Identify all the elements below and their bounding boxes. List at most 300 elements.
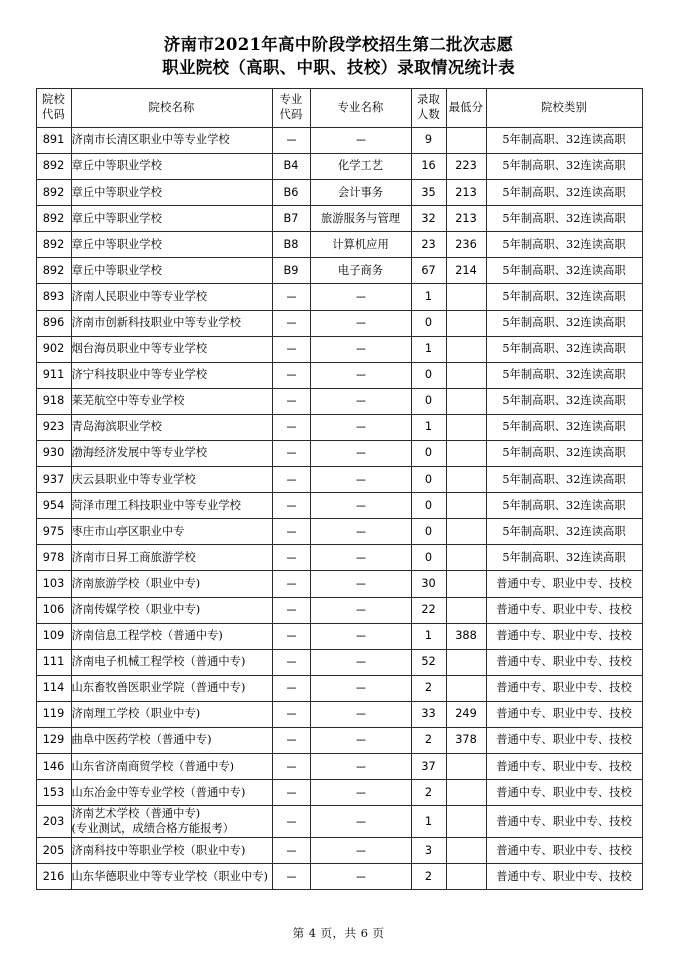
header-major-code <box>272 88 310 127</box>
table-row <box>36 336 642 362</box>
cell-min-score <box>446 545 486 571</box>
cell-school-code: 892 <box>36 153 71 179</box>
cell-enrolled-count: 0 <box>411 310 446 336</box>
cell-school-category: 5年制高职、32连读高职 <box>486 232 642 258</box>
cell-school-category: 5年制高职、32连读高职 <box>486 440 642 466</box>
header-school-name: 院校名称 <box>71 88 272 127</box>
table-row <box>36 127 642 153</box>
empty-value-dash: --- <box>356 576 365 590</box>
table-row <box>36 493 642 519</box>
header-enrolled-l1: 录取 <box>417 93 440 107</box>
cell-min-score: 223 <box>446 153 486 179</box>
header-row <box>36 88 642 127</box>
empty-value-dash: --- <box>356 342 365 356</box>
cell-school-code: 109 <box>36 623 71 649</box>
cell-enrolled-count: 0 <box>411 519 446 545</box>
cell-school-name <box>71 806 272 838</box>
cell-enrolled-count: 67 <box>411 258 446 284</box>
cell-school-code: 891 <box>36 127 71 153</box>
cell-school-category: 5年制高职、32连读高职 <box>486 336 642 362</box>
empty-value-dash: --- <box>286 524 296 538</box>
cell-major-code <box>272 310 310 336</box>
cell-major-name <box>310 838 411 864</box>
cell-min-score: 388 <box>446 623 486 649</box>
header-school-code-l1: 院校 <box>42 93 65 107</box>
cell-school-code: 896 <box>36 310 71 336</box>
title-line-2: 职业院校（高职、中职、技校）录取情况统计表 <box>162 58 515 78</box>
empty-value-dash: --- <box>286 315 296 329</box>
empty-value-dash: --- <box>356 843 365 857</box>
admission-results-table <box>36 88 643 891</box>
cell-min-score <box>446 754 486 780</box>
cell-min-score <box>446 780 486 806</box>
cell-major-code <box>272 388 310 414</box>
cell-enrolled-count: 2 <box>411 675 446 701</box>
cell-school-category: 5年制高职、32连读高职 <box>486 519 642 545</box>
table-row <box>36 806 642 838</box>
cell-school-code: 119 <box>36 701 71 727</box>
cell-major-code: B4 <box>272 153 310 179</box>
table-row <box>36 519 642 545</box>
cell-min-score <box>446 864 486 890</box>
school-name-line-1: 济南艺术学校（普通中专) <box>71 807 201 821</box>
cell-school-category: 普通中专、职业中专、技校 <box>486 780 642 806</box>
empty-value-dash: --- <box>356 550 365 564</box>
cell-major-code: B8 <box>272 232 310 258</box>
cell-min-score <box>446 336 486 362</box>
empty-value-dash: --- <box>286 498 296 512</box>
empty-value-dash: --- <box>286 869 296 883</box>
table-row <box>36 780 642 806</box>
table-row <box>36 258 642 284</box>
cell-min-score <box>446 127 486 153</box>
cell-school-category: 5年制高职、32连读高职 <box>486 388 642 414</box>
cell-min-score <box>446 519 486 545</box>
cell-major-code <box>272 728 310 754</box>
table-row <box>36 838 642 864</box>
cell-major-code: B7 <box>272 206 310 232</box>
cell-enrolled-count: 0 <box>411 362 446 388</box>
cell-major-code: B6 <box>272 180 310 206</box>
header-enrolled-l2: 人数 <box>417 107 440 121</box>
cell-school-code: 203 <box>36 806 71 838</box>
cell-min-score: 249 <box>446 701 486 727</box>
cell-school-category: 普通中专、职业中专、技校 <box>486 597 642 623</box>
cell-major-code <box>272 838 310 864</box>
header-enrolled-count <box>411 88 446 127</box>
cell-school-category: 普通中专、职业中专、技校 <box>486 675 642 701</box>
cell-major-code <box>272 754 310 780</box>
cell-school-name: 济南人民职业中等专业学校 <box>71 284 272 310</box>
table-row <box>36 153 642 179</box>
cell-min-score <box>446 310 486 336</box>
cell-school-category: 普通中专、职业中专、技校 <box>486 728 642 754</box>
empty-value-dash: --- <box>356 707 365 721</box>
header-major-name: 专业名称 <box>310 88 411 127</box>
cell-school-code: 114 <box>36 675 71 701</box>
empty-value-dash: --- <box>356 315 365 329</box>
cell-major-name: 计算机应用 <box>310 232 411 258</box>
cell-school-name: 渤海经济发展中等专业学校 <box>71 440 272 466</box>
page-footer: 第 4 页，共 6 页 <box>292 926 385 940</box>
empty-value-dash: --- <box>356 420 365 434</box>
table-row <box>36 571 642 597</box>
cell-school-category: 5年制高职、32连读高职 <box>486 467 642 493</box>
cell-school-category: 普通中专、职业中专、技校 <box>486 864 642 890</box>
empty-value-dash: --- <box>356 785 365 799</box>
cell-school-name: 济南理工学校（职业中专) <box>71 701 272 727</box>
cell-school-category: 5年制高职、32连读高职 <box>486 127 642 153</box>
empty-value-dash: --- <box>286 550 296 564</box>
cell-school-code: 954 <box>36 493 71 519</box>
cell-school-name: 莱芜航空中等专业学校 <box>71 388 272 414</box>
cell-major-name <box>310 649 411 675</box>
cell-major-name <box>310 864 411 890</box>
cell-min-score: 378 <box>446 728 486 754</box>
cell-enrolled-count: 1 <box>411 414 446 440</box>
cell-major-name <box>310 467 411 493</box>
cell-school-name: 烟台海员职业中等专业学校 <box>71 336 272 362</box>
cell-major-code <box>272 127 310 153</box>
cell-major-name <box>310 806 411 838</box>
cell-school-name: 山东省济南商贸学校（普通中专) <box>71 754 272 780</box>
cell-min-score <box>446 388 486 414</box>
header-school-code <box>36 88 71 127</box>
cell-enrolled-count: 33 <box>411 701 446 727</box>
empty-value-dash: --- <box>356 472 365 486</box>
cell-school-code: 146 <box>36 754 71 780</box>
empty-value-dash: --- <box>356 368 365 382</box>
cell-major-code <box>272 362 310 388</box>
cell-school-name: 枣庄市山亭区职业中专 <box>71 519 272 545</box>
cell-major-name <box>310 336 411 362</box>
cell-school-category: 5年制高职、32连读高职 <box>486 310 642 336</box>
cell-major-code: B9 <box>272 258 310 284</box>
cell-major-code <box>272 467 310 493</box>
empty-value-dash: --- <box>286 576 296 590</box>
table-row <box>36 206 642 232</box>
cell-school-category: 5年制高职、32连读高职 <box>486 180 642 206</box>
table-row <box>36 701 642 727</box>
cell-school-code: 892 <box>36 206 71 232</box>
table-row <box>36 414 642 440</box>
cell-min-score <box>446 467 486 493</box>
cell-major-code <box>272 649 310 675</box>
cell-enrolled-count: 3 <box>411 838 446 864</box>
cell-major-name: 旅游服务与管理 <box>310 206 411 232</box>
cell-major-name <box>310 728 411 754</box>
cell-major-name <box>310 310 411 336</box>
cell-school-code: 930 <box>36 440 71 466</box>
cell-major-name <box>310 754 411 780</box>
cell-enrolled-count: 9 <box>411 127 446 153</box>
empty-value-dash: --- <box>356 498 365 512</box>
cell-school-category: 普通中专、职业中专、技校 <box>486 623 642 649</box>
table-row <box>36 675 642 701</box>
table-row <box>36 310 642 336</box>
cell-school-category: 5年制高职、32连读高职 <box>486 153 642 179</box>
cell-school-code: 902 <box>36 336 71 362</box>
cell-enrolled-count: 0 <box>411 467 446 493</box>
empty-value-dash: --- <box>286 681 296 695</box>
cell-min-score <box>446 806 486 838</box>
cell-enrolled-count: 0 <box>411 388 446 414</box>
empty-value-dash: --- <box>356 603 365 617</box>
empty-value-dash: --- <box>286 342 296 356</box>
cell-enrolled-count: 0 <box>411 545 446 571</box>
cell-school-name: 济南电子机械工程学校（普通中专) <box>71 649 272 675</box>
cell-enrolled-count: 23 <box>411 232 446 258</box>
cell-enrolled-count: 2 <box>411 780 446 806</box>
cell-school-category: 普通中专、职业中专、技校 <box>486 701 642 727</box>
cell-major-name <box>310 414 411 440</box>
table-row <box>36 623 642 649</box>
header-category: 院校类别 <box>486 88 642 127</box>
cell-enrolled-count: 32 <box>411 206 446 232</box>
cell-school-code: 978 <box>36 545 71 571</box>
table-row <box>36 864 642 890</box>
cell-min-score: 214 <box>446 258 486 284</box>
cell-major-name <box>310 701 411 727</box>
cell-major-name: 电子商务 <box>310 258 411 284</box>
empty-value-dash: --- <box>356 629 365 643</box>
cell-enrolled-count: 1 <box>411 623 446 649</box>
cell-school-category: 5年制高职、32连读高职 <box>486 414 642 440</box>
cell-school-category: 普通中专、职业中专、技校 <box>486 838 642 864</box>
cell-enrolled-count: 0 <box>411 440 446 466</box>
table-row <box>36 649 642 675</box>
cell-min-score <box>446 493 486 519</box>
cell-major-code <box>272 545 310 571</box>
cell-min-score <box>446 284 486 310</box>
cell-school-category: 5年制高职、32连读高职 <box>486 258 642 284</box>
cell-enrolled-count: 52 <box>411 649 446 675</box>
cell-major-name <box>310 362 411 388</box>
table-row <box>36 545 642 571</box>
empty-value-dash: --- <box>286 446 296 460</box>
cell-school-code: 892 <box>36 258 71 284</box>
cell-major-name <box>310 597 411 623</box>
cell-enrolled-count: 1 <box>411 284 446 310</box>
cell-school-code: 918 <box>36 388 71 414</box>
cell-major-name <box>310 440 411 466</box>
cell-major-code <box>272 780 310 806</box>
cell-major-code <box>272 336 310 362</box>
cell-major-code <box>272 519 310 545</box>
cell-major-name <box>310 623 411 649</box>
cell-school-code: 205 <box>36 838 71 864</box>
cell-major-name <box>310 780 411 806</box>
table-row <box>36 362 642 388</box>
empty-value-dash: --- <box>356 133 365 147</box>
cell-major-code <box>272 493 310 519</box>
cell-enrolled-count: 0 <box>411 493 446 519</box>
table-row <box>36 232 642 258</box>
cell-enrolled-count: 16 <box>411 153 446 179</box>
page-title <box>0 0 677 80</box>
table-row <box>36 597 642 623</box>
cell-school-name: 菏泽市理工科技职业中等专业学校 <box>71 493 272 519</box>
empty-value-dash: --- <box>286 733 296 747</box>
table-row <box>36 440 642 466</box>
table-body <box>36 127 642 890</box>
cell-school-name: 济南科技中等职业学校（职业中专) <box>71 838 272 864</box>
cell-school-category: 5年制高职、32连读高职 <box>486 493 642 519</box>
cell-min-score <box>446 649 486 675</box>
empty-value-dash: --- <box>286 785 296 799</box>
results-table-container <box>36 88 642 891</box>
school-name-line-2: (专业测试，成绩合格方能报考） <box>71 821 235 835</box>
cell-school-code: 103 <box>36 571 71 597</box>
cell-min-score <box>446 440 486 466</box>
cell-school-category: 5年制高职、32连读高职 <box>486 284 642 310</box>
cell-min-score <box>446 675 486 701</box>
cell-school-name: 济南传媒学校（职业中专) <box>71 597 272 623</box>
cell-school-name: 青岛海滨职业学校 <box>71 414 272 440</box>
cell-school-name: 庆云县职业中等专业学校 <box>71 467 272 493</box>
cell-major-code <box>272 284 310 310</box>
empty-value-dash: --- <box>356 289 365 303</box>
cell-major-name: 会计事务 <box>310 180 411 206</box>
cell-major-name <box>310 493 411 519</box>
cell-school-code: 923 <box>36 414 71 440</box>
cell-school-name: 济南旅游学校（职业中专) <box>71 571 272 597</box>
empty-value-dash: --- <box>286 394 296 408</box>
table-row <box>36 754 642 780</box>
cell-school-code: 106 <box>36 597 71 623</box>
header-min-score: 最低分 <box>446 88 486 127</box>
header-school-code-l2: 代码 <box>42 107 65 121</box>
cell-school-name: 章丘中等职业学校 <box>71 206 272 232</box>
cell-major-code <box>272 675 310 701</box>
cell-school-name: 山东畜牧兽医职业学院（普通中专) <box>71 675 272 701</box>
cell-major-code <box>272 440 310 466</box>
cell-major-name <box>310 519 411 545</box>
cell-enrolled-count: 2 <box>411 728 446 754</box>
cell-min-score: 213 <box>446 180 486 206</box>
cell-school-name: 章丘中等职业学校 <box>71 232 272 258</box>
cell-enrolled-count: 30 <box>411 571 446 597</box>
cell-major-code <box>272 414 310 440</box>
cell-major-name <box>310 675 411 701</box>
cell-major-code <box>272 701 310 727</box>
empty-value-dash: --- <box>356 814 365 828</box>
cell-school-name: 济南市日昇工商旅游学校 <box>71 545 272 571</box>
cell-min-score <box>446 838 486 864</box>
cell-school-name: 山东华德职业中等专业学校（职业中专) <box>71 864 272 890</box>
cell-enrolled-count: 37 <box>411 754 446 780</box>
cell-min-score: 213 <box>446 206 486 232</box>
cell-enrolled-count: 22 <box>411 597 446 623</box>
empty-value-dash: --- <box>286 420 296 434</box>
cell-enrolled-count: 35 <box>411 180 446 206</box>
empty-value-dash: --- <box>286 472 296 486</box>
cell-school-code: 111 <box>36 649 71 675</box>
empty-value-dash: --- <box>356 681 365 695</box>
cell-major-name <box>310 284 411 310</box>
cell-school-category: 5年制高职、32连读高职 <box>486 206 642 232</box>
empty-value-dash: --- <box>286 603 296 617</box>
cell-min-score <box>446 571 486 597</box>
cell-school-code: 892 <box>36 232 71 258</box>
cell-school-name: 济南市长清区职业中等专业学校 <box>71 127 272 153</box>
empty-value-dash: --- <box>286 707 296 721</box>
cell-school-code: 893 <box>36 284 71 310</box>
empty-value-dash: --- <box>356 394 365 408</box>
empty-value-dash: --- <box>356 446 365 460</box>
cell-school-category: 5年制高职、32连读高职 <box>486 362 642 388</box>
table-row <box>36 728 642 754</box>
cell-school-name: 济南信息工程学校（普通中专) <box>71 623 272 649</box>
empty-value-dash: --- <box>356 759 365 773</box>
cell-school-code: 216 <box>36 864 71 890</box>
cell-major-code <box>272 806 310 838</box>
cell-major-code <box>272 571 310 597</box>
cell-school-code: 153 <box>36 780 71 806</box>
table-header <box>36 88 642 127</box>
cell-major-code <box>272 864 310 890</box>
cell-school-category: 普通中专、职业中专、技校 <box>486 571 642 597</box>
empty-value-dash: --- <box>286 133 296 147</box>
cell-school-name: 济宁科技职业中等专业学校 <box>71 362 272 388</box>
empty-value-dash: --- <box>356 733 365 747</box>
empty-value-dash: --- <box>286 843 296 857</box>
cell-school-code: 911 <box>36 362 71 388</box>
cell-major-name <box>310 571 411 597</box>
cell-school-category: 普通中专、职业中专、技校 <box>486 754 642 780</box>
empty-value-dash: --- <box>356 869 365 883</box>
cell-school-name: 曲阜中医药学校（普通中专) <box>71 728 272 754</box>
table-row <box>36 180 642 206</box>
cell-school-name: 山东冶金中等专业学校（普通中专) <box>71 780 272 806</box>
table-row <box>36 284 642 310</box>
cell-school-code: 975 <box>36 519 71 545</box>
table-row <box>36 388 642 414</box>
cell-school-category: 5年制高职、32连读高职 <box>486 545 642 571</box>
cell-school-category: 普通中专、职业中专、技校 <box>486 649 642 675</box>
empty-value-dash: --- <box>286 368 296 382</box>
empty-value-dash: --- <box>286 655 296 669</box>
cell-enrolled-count: 1 <box>411 336 446 362</box>
table-row <box>36 467 642 493</box>
empty-value-dash: --- <box>286 814 296 828</box>
cell-enrolled-count: 1 <box>411 806 446 838</box>
title-line-1: 济南市2021年高中阶段学校招生第二批次志愿 <box>163 35 514 54</box>
cell-school-code: 129 <box>36 728 71 754</box>
cell-major-name <box>310 127 411 153</box>
empty-value-dash: --- <box>356 655 365 669</box>
cell-major-code <box>272 623 310 649</box>
header-major-code-l1: 专业 <box>279 93 303 107</box>
cell-school-name: 章丘中等职业学校 <box>71 153 272 179</box>
empty-value-dash: --- <box>286 289 296 303</box>
cell-school-code: 937 <box>36 467 71 493</box>
cell-major-name <box>310 545 411 571</box>
cell-major-name: 化学工艺 <box>310 153 411 179</box>
cell-school-name: 济南市创新科技职业中等专业学校 <box>71 310 272 336</box>
cell-school-category: 普通中专、职业中专、技校 <box>486 806 642 838</box>
cell-school-code: 892 <box>36 180 71 206</box>
header-major-code-l2: 代码 <box>279 107 303 121</box>
empty-value-dash: --- <box>286 629 296 643</box>
cell-min-score: 236 <box>446 232 486 258</box>
cell-min-score <box>446 414 486 440</box>
empty-value-dash: --- <box>286 759 296 773</box>
cell-min-score <box>446 362 486 388</box>
empty-value-dash: --- <box>356 524 365 538</box>
cell-enrolled-count: 2 <box>411 864 446 890</box>
cell-min-score <box>446 597 486 623</box>
